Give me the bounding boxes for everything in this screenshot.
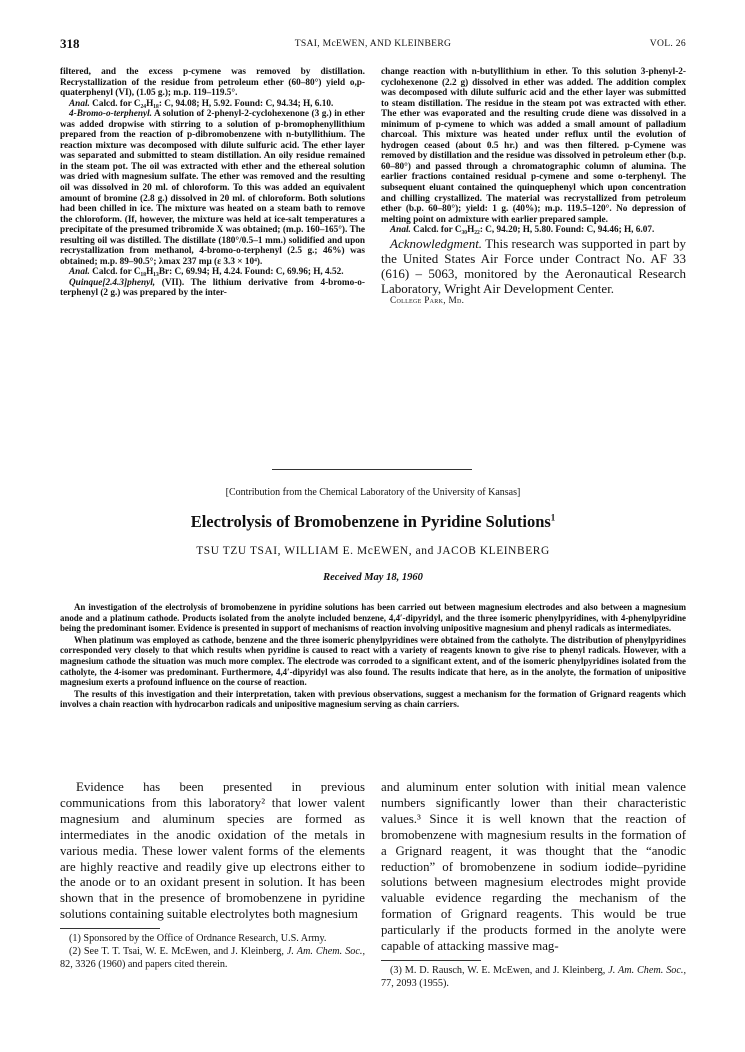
- acknowledgment: Acknowledgment. This research was supported in part by the United States Air Force under Contract No. AF 33 (616) – 5063, monitored by the Aeronautical Research Laboratory, Wright Air Development Center.: [381, 235, 686, 296]
- footnote-rule: [381, 960, 481, 961]
- abstract: [60, 602, 686, 711]
- section-divider: [272, 469, 472, 470]
- body-left-column: [60, 780, 365, 972]
- top-right-column: [381, 67, 686, 306]
- volume-label: VOL. 26: [649, 38, 686, 49]
- abstract-paragraph: The results of this investigation and their interpretation, taken with previous observations, suggest a mechanism for the formation of Grignard reagents which involves a chain reaction with hydrocarbon radicals and unipositive magnesium serving as chain carriers.: [60, 688, 686, 710]
- analysis-paragraph-3: Anal. Calcd. for C₃₀H₂₂: C, 94.20; H, 5.80. Found: C, 94.46; H, 6.07.: [390, 225, 655, 236]
- quinquephenyl-paragraph: Quinque[2.4.3]phenyl, (VII). The lithium derivative from 4-bromo-o-terphenyl (2 g.) was prepared by the inter-: [60, 277, 365, 299]
- footnote-1: (1) Sponsored by the Office of Ordnance Research, U.S. Army.: [69, 933, 327, 945]
- analysis-paragraph: Anal. Calcd. for C₂₄H₁₈: C, 94.08; H, 5.92. Found: C, 94.34; H, 6.10.: [69, 98, 334, 109]
- paragraph-continued-right: change reaction with n-butyllithium in ether. To this solution 3-phenyl-2-cyclohexenone (2.2 g) dissolved in ether was added. The addition complex was decomposed with dilute sulfuric acid and the ether layer was submitted to steam distillation. The residue in the steam pot was extracted with ether. The ether was evaporated and the resulting crude diene was dissolved in a minimum of p-cymene to which was added a small amount of palladium charcoal. This mixture was heated under reflux until the evolution of hydrogen ceased (about 0.5 hr.) and was then filtered. p-Cymene was removed by distillation and the residue was dissolved in petroleum ether (b.p. 60–80°) and passed through a chromatographic column of alumina. The earlier fractions contained residual p-cymene and some o-terphenyl. The subsequent eluant contained the quinquephenyl which upon concentration and chilling crystallized. The material was recrystallized from petroleum ether (b.p. 60–80°); yield: 1 g. (40%); m.p. 119.5–120°. No depression of melting point on admixture with earlier prepared sample.: [381, 67, 686, 225]
- running-header: [60, 36, 686, 52]
- abstract-paragraph: When platinum was employed as cathode, benzene and the three isomeric phenylpyridines were obtained from the catholyte. The distribution of phenylpyridines corresponded very closely to that which results when pyridine is caused to react with a variety of reagents known to give rise to phenyl radicals. However, with a magnesium cathode the situation was much more complex. The electrode was corroded to a significant extent, and of the isomeric phenylpyridines isolated from the catholyte, the 4-isomer was predominant. Furthermore, 4,4′-dipyridyl was also found. The results indicate that here, as in the anolyte, the formation of unipositive magnesium exerts a profound influence on the course of reaction.: [60, 634, 686, 688]
- bromo-terphenyl-paragraph: 4-Bromo-o-terphenyl. A solution of 2-phenyl-2-cyclohexenone (3 g.) in ether was added dropwise with stirring to a solution of p-bromophenyllithium prepared from the reaction of p-dibromobenzene with n-butyllithium. The reaction mixture was decomposed with dilute sulfuric acid. The ether layer was separated and submitted to steam distillation. An oily residue remained in the steam pot. The oil was extracted with ether and the ethereal solution was dried with magnesium sulfate. The ether was removed and the resulting oil was dissolved in 20 ml. of chloroform. To this was added an equivalent amount of bromine (2.8 g.) dissolved in 20 ml. of chloroform. Both solutions had been chilled in ice. The mixture was heated on a steam bath to remove the chloroform. (If, however, the mixture was held at ice-salt temperatures a precipitate of the presumed tribromide X was obtained; (m.p. 160–165°). The resulting oil was distilled. The distillate (180°/0.5–1 mm.) solidified and upon recrystallization from methanol, 4-bromo-o-terphenyl (2.5 g.; 46%) was obtained; m.p. 89–90.5°; λmax 237 mμ (ε 3.3 × 10⁴).: [60, 109, 365, 267]
- location-line: College Park, Md.: [390, 295, 465, 306]
- running-head-authors: TSAI, McEWEN, AND KLEINBERG: [294, 38, 452, 49]
- contribution-line: [Contribution from the Chemical Laboratory of the University of Kansas]: [225, 487, 521, 498]
- paragraph-continued: filtered, and the excess p-cymene was removed by distillation. Recrystallization of the residue from petroleum ether (60–80°) yield o,p-quaterphenyl (VI), (1.05 g.); m.p. 119–119.5°.: [60, 67, 365, 99]
- footnotes-right: [381, 965, 686, 991]
- body-paragraph-continued: and aluminum enter solution with initial mean valence numbers significantly lower than their characteristic values.³ Since it is well known that the reaction of bromobenzene with magnesium results in the formation of a Grignard reagent, it was thought that the “anodic reduction” of bromobenzene in sodium iodide–pyridine solutions between magnesium electrodes might provide valuable evidence regarding the mechanism of the formation of Grignard reagents. This would be true particularly if the products formed in the anolyte were capable of attacking massive mag-: [381, 780, 686, 954]
- footnote-2: (2) See T. T. Tsai, W. E. McEwen, and J. Kleinberg, J. Am. Chem. Soc., 82, 3326 (1960) and papers cited therein.: [60, 945, 365, 970]
- page-number: 318: [60, 36, 80, 51]
- footnote-3: (3) M. D. Rausch, W. E. McEwen, and J. Kleinberg, J. Am. Chem. Soc., 77, 2093 (1955).: [381, 964, 686, 989]
- article-title: Electrolysis of Bromobenzene in Pyridine Solutions$^1$: [190, 512, 556, 531]
- body-right-column: [381, 780, 686, 991]
- analysis-paragraph-2: Anal. Calcd. for C₁₈H₁₃Br: C, 69.94; H, 4.24. Found: C, 69.96; H, 4.52.: [69, 267, 344, 278]
- abstract-paragraph: An investigation of the electrolysis of bromobenzene in pyridine solutions has been carried out between magnesium electrodes and also between a magnesium anode and a platinum cathode. Products isolated from the anolyte included benzene, 4,4′-dipyridyl, and the three isomeric phenylpyridines, with 4-phenylpyridine being the predominant isomer. Evidence is presented in support of mechanisms of reaction involving unipositive magnesium and phenyl radicals as intermediates.: [60, 602, 686, 634]
- footnotes-left: [60, 933, 365, 971]
- received-date: Received May 18, 1960: [323, 572, 423, 583]
- body-paragraph: Evidence has been presented in previous communications from this laboratory² that lower valent magnesium and aluminum species are formed as intermediates in the anodic oxidation of the metals in various media. These lower valent forms of the elements are highly reactive and readily give up electrons either to the anode or to an oxidant present in solution. It has been shown that in the presence of bromobenzene in pyridine solutions containing suitable electrolytes both magnesium: [60, 780, 365, 922]
- footnote-rule: [60, 928, 160, 929]
- top-left-column: [60, 67, 365, 299]
- article-authors: TSU TZU TSAI, WILLIAM E. McEWEN, and JACOB KLEINBERG: [196, 545, 550, 557]
